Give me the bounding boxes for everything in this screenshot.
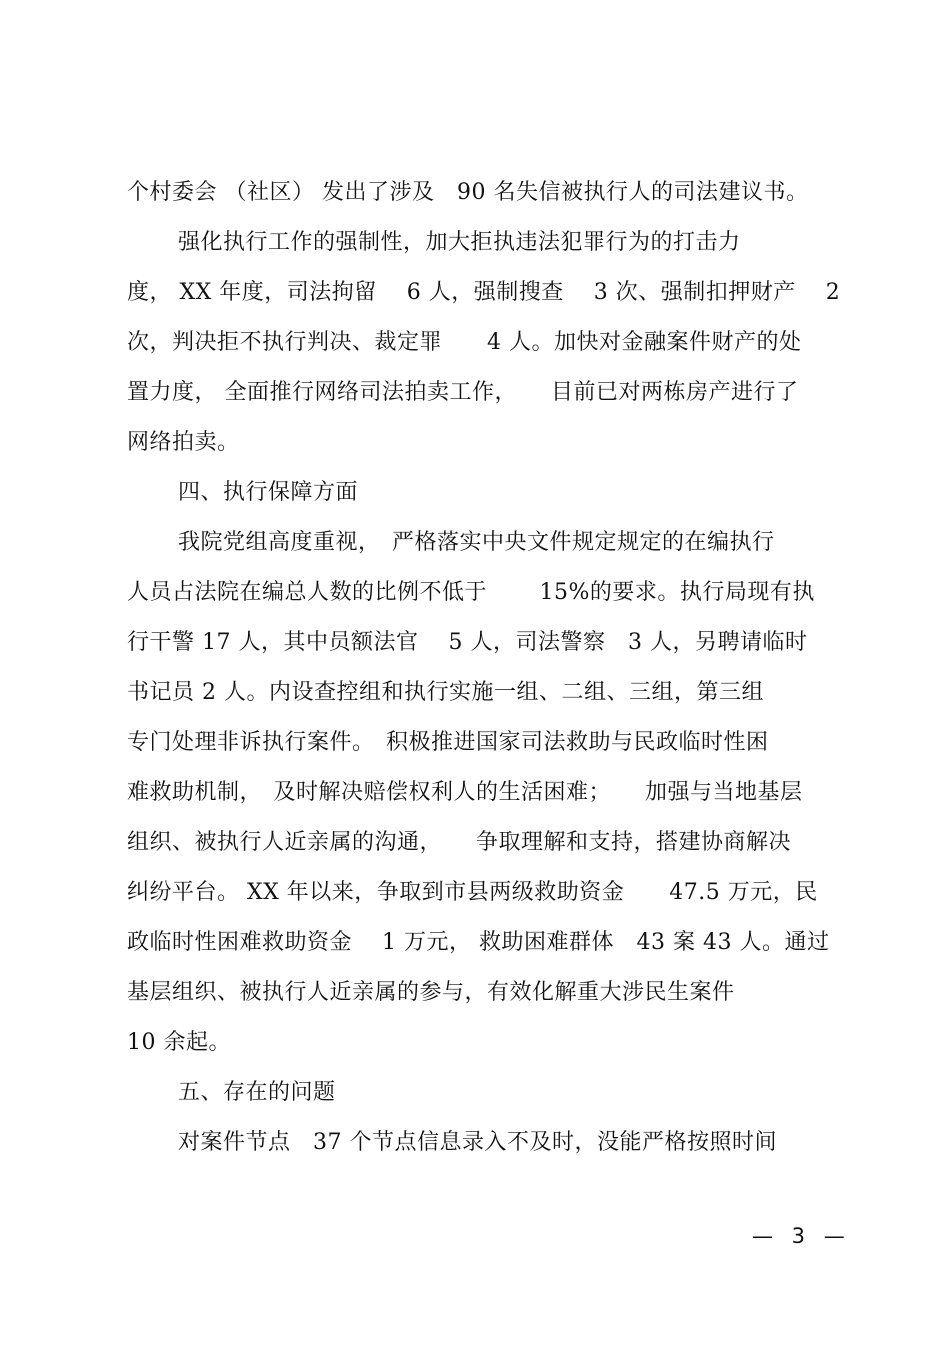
body-line-8: 我院党组高度重视， 严格落实中央文件规定规定的在编执行 — [178, 530, 775, 555]
body-line-20: 对案件节点 37 个节点信息录入不及时，没能严格按照时间 — [178, 1130, 777, 1155]
body-line-9: 人员占法院在编总人数的比例不低于 15%的要求。执行局现有执 — [127, 580, 815, 605]
section-heading-5: 五、存在的问题 — [178, 1080, 336, 1105]
page-number: — 3 — — [752, 1224, 851, 1248]
body-line-17: 基层组织、被执行人近亲属的参与，有效化解重大涉民生案件 — [127, 980, 735, 1005]
body-line-11: 书记员 2 人。内设查控组和执行实施一组、二组、三组，第三组 — [127, 680, 764, 705]
body-line-13: 难救助机制， 及时解决赔偿权利人的生活困难； 加强与当地基层 — [127, 780, 803, 805]
body-line-14: 组织、被执行人近亲属的沟通， 争取理解和支持，搭建协商解决 — [127, 830, 792, 855]
body-line-10: 行干警 17 人，其中员额法官 5 人，司法警察 3 人，另聘请临时 — [127, 630, 808, 655]
section-heading-4: 四、执行保障方面 — [178, 480, 359, 505]
body-line-6: 网络拍卖。 — [127, 430, 240, 455]
body-line-18: 10 余起。 — [127, 1030, 231, 1055]
body-line-12: 专门处理非诉执行案件。 积极推进国家司法救助与民政临时性困 — [127, 730, 769, 755]
body-line-3: 度， XX 年度，司法拘留 6 人，强制搜查 3 次、强制扣押财产 2 — [127, 280, 841, 305]
body-line-1: 个村委会 （社区） 发出了涉及 90 名失信被执行人的司法建议书。 — [127, 180, 809, 205]
body-line-15: 纠纷平台。 XX 年以来，争取到市县两级救助资金 47.5 万元，民 — [127, 880, 818, 905]
body-line-5: 置力度， 全面推行网络司法拍卖工作， 目前已对两栋房产进行了 — [127, 380, 799, 405]
body-line-4: 次，判决拒不执行判决、裁定罪 4 人。加快对金融案件财产的处 — [127, 330, 802, 355]
body-line-2: 强化执行工作的强制性，加大拒执违法犯罪行为的打击力 — [178, 230, 741, 255]
body-line-16: 政临时性困难救助资金 1 万元， 救助困难群体 43 案 43 人。通过 — [127, 930, 830, 955]
